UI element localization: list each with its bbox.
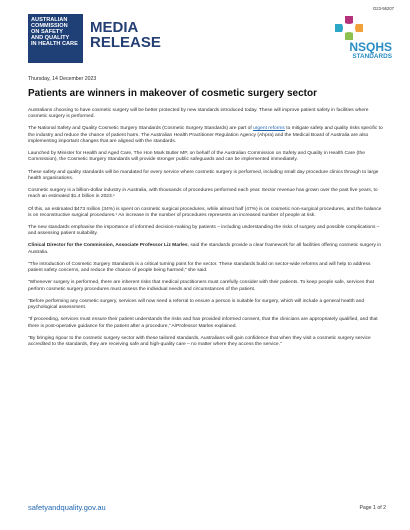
logo-line: AND QUALITY (31, 35, 70, 42)
media-release-line2: RELEASE (90, 34, 161, 51)
release-body (28, 76, 386, 354)
media-release-heading (90, 20, 161, 50)
paragraph: The new standards emphasise the importance of informed decision-making by patients – including understanding the risks of surgery and possible complications – and assessing patient suitability. (28, 225, 380, 237)
header (0, 12, 410, 70)
paragraph: Of this, an estimated $473 million (34%) is spent on cosmetic surgical procedures, while almost half (47%) is on cosmetic non-surgical procedures, and the balance is on reconstructive surgical procedures.¹ An increase in the number of procedures represents an increased number of people at risk. (28, 206, 382, 218)
document-id: D23-56207 (373, 6, 394, 11)
paragraph (28, 243, 386, 255)
paragraph-bold-text: Clinical Director for the Commission, Associate Professor Liz Marles (28, 243, 188, 249)
release-date: Thursday, 14 December 2023 (28, 76, 97, 82)
paragraph: “Before performing any cosmetic surgery, services will now need a referral to ensure a person is suitable for surgery, which will include a general health and psychological assessment. (28, 298, 365, 311)
logo-line: ON SAFETY (31, 29, 64, 36)
paragraph: Cosmetic surgery is a billion-dollar industry in Australia, with thousands of procedures performed each year. Sector revenue has grown over the past five years, to reach an estimated $1.4 billion in 2023.¹ (28, 188, 378, 200)
nsqhs-sub: STANDARDS (352, 53, 392, 60)
paragraph: “By bringing rigour to the cosmetic surgery sector with these tailored standards, Australians will gain confidence that when they visit a cosmetic surgery service accredited to the standards, they are receiving safe and high-quality care – no matter where they access the service.” (28, 335, 371, 347)
paragraph (28, 126, 386, 144)
paragraph-text: The National Safety and Quality Cosmetic Surgery Standards (Cosmetic Surgery Standards) are part of (28, 126, 254, 132)
nsqhs-logo (297, 16, 392, 62)
page-number: Page 1 of 2 (359, 505, 386, 511)
logo-line: AUSTRALIAN (31, 17, 68, 23)
release-title: Patients are winners in makeover of cosmetic surgery sector (28, 88, 318, 99)
paragraph: Launched by Minister for Health and Aged Care, The Hon Mark Butler MP, on behalf of the Australian Commission on Safety and Quality in Health Care (the Commission), the Cosmetic Surgery Standards will provide stronger public safeguards and can be implemented immediately. (28, 151, 365, 163)
logo-line: IN HEALTH CARE (31, 41, 78, 48)
footer (28, 503, 386, 515)
media-release-line1: MEDIA (90, 19, 139, 36)
commission-logo (28, 14, 83, 63)
website-link[interactable]: safetyandquality.gov.au (28, 503, 106, 512)
paragraph: These safety and quality standards will be mandated for every service where cosmetic surgery is performed, including small day procedure clinics through to large health organisations. (28, 169, 379, 181)
logo-line: COMMISSION (31, 23, 68, 30)
paragraph-text: , said the standards provide a clear framework for all facilities offering cosmetic surgery in Australia. (28, 243, 382, 255)
nsqhs-name: NSQHS (349, 40, 392, 54)
paragraph: “The introduction of Cosmetic Surgery Standards is a critical turning point for the sector. These standards build on sector-wide reforms and will help to address patient safety concerns, and reduce the chance of people being harmed,” she said. (28, 261, 371, 274)
paragraph-text: to mitigate safety and quality risks specific to the industry and reduce the chance of patient harm. The Australian Health Practitioner Regulation Agency (Ahpra) and the Medical Board of Australia are also implementing important changes that are aligned with the standards. (28, 126, 383, 144)
paragraph: “If proceeding, services must ensure their patient understands the risks and has provided informed consent, that the clinicians are appropriately qualified, and that there is post-operative guidance for the patient after a procedure,” A/Professor Marles explained. (28, 317, 378, 329)
urgent-reforms-link[interactable]: urgent reforms (253, 126, 285, 132)
nsqhs-cross-icon (335, 16, 363, 40)
paragraph: “Whenever surgery is performed, there are inherent risks that medical practitioners must carefully consider with their patients. To keep people safe, services that perform cosmetic surgery procedures must assess the individual needs and circumstances of the patient. (28, 280, 374, 292)
paragraph: Australians choosing to have cosmetic surgery will be better protected by new standards introduced today. These will improve patient safety in facilities where cosmetic surgery is performed. (28, 108, 369, 120)
